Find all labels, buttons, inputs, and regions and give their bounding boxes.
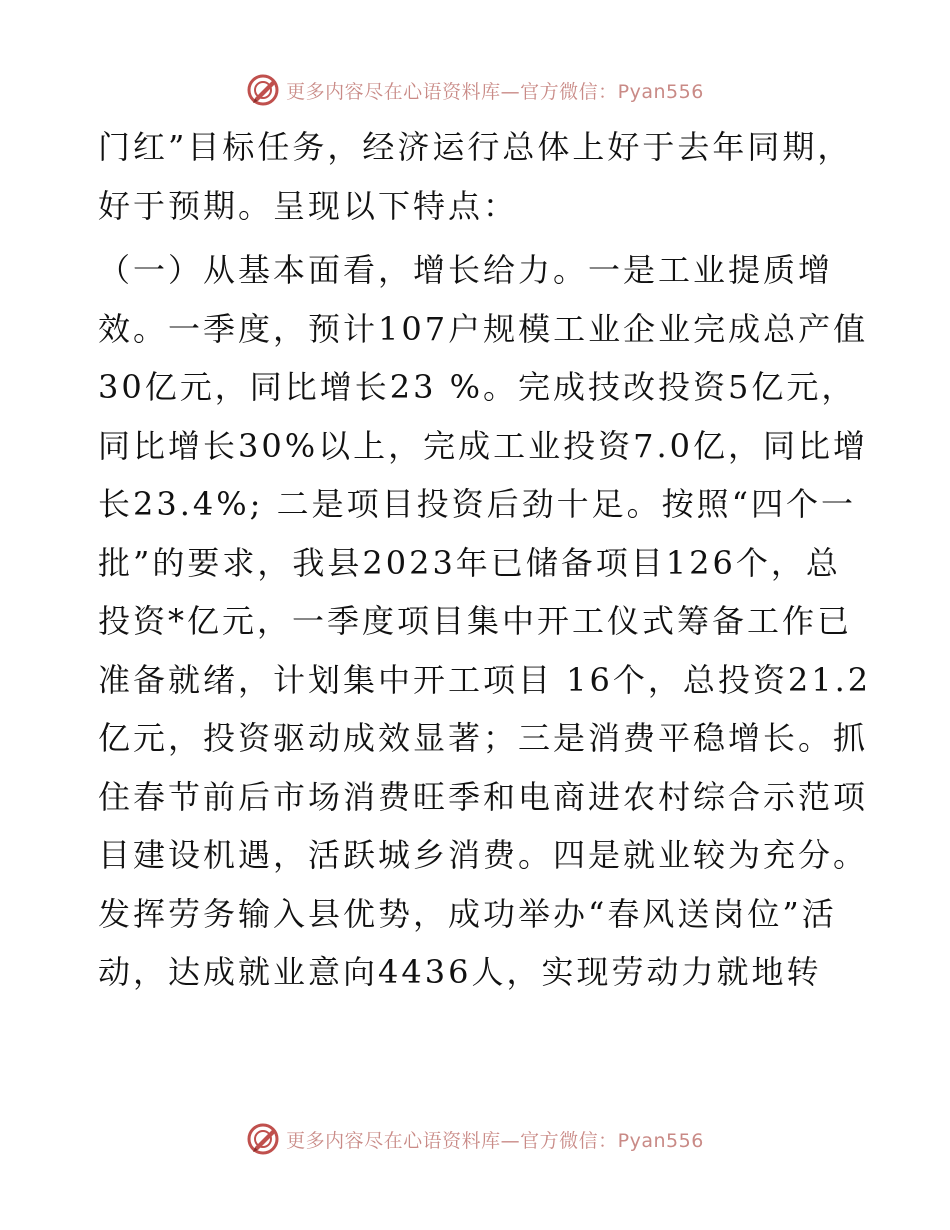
text-line: 亿元，投资驱动成效显著；三是消费平稳增长。抓 bbox=[98, 719, 869, 757]
pen-logo-icon bbox=[246, 73, 280, 107]
watermark-text: 更多内容尽在心语资料库—官方微信：Pyan556 bbox=[286, 80, 704, 103]
text-line: 好于预期。呈现以下特点： bbox=[98, 186, 519, 225]
paragraph-1 bbox=[98, 118, 858, 235]
text-line: 同比增长30%以上，完成工业投资7.0亿，同比增 bbox=[98, 426, 869, 465]
header-watermark bbox=[0, 72, 950, 108]
text-line: 目建设机遇，活跃城乡消费。四是就业较为充分。 bbox=[98, 836, 869, 874]
footer-watermark bbox=[0, 1121, 950, 1157]
text-line: 批”的要求，我县2023年已储备项目126个，总 bbox=[98, 543, 841, 582]
watermark-text: 更多内容尽在心语资料库—官方微信：Pyan556 bbox=[286, 1129, 704, 1152]
text-line: 发挥劳务输入县优势，成功举办“春风送岗位”活 bbox=[98, 894, 837, 933]
text-line: 效。一季度，预计107户规模工业企业完成总产值 bbox=[98, 309, 869, 348]
text-line: 30亿元，同比增长23 %。完成技改投资5亿元， bbox=[98, 368, 857, 406]
paragraph-2 bbox=[98, 241, 872, 1002]
text-line: 投资*亿元，一季度项目集中开工仪式筹备工作已 bbox=[98, 602, 853, 640]
pen-logo-icon bbox=[246, 1122, 280, 1156]
text-line: （一）从基本面看，增长给力。一是工业提质增 bbox=[98, 251, 834, 289]
text-line: 门红”目标任务，经济运行总体上好于去年同期， bbox=[98, 128, 853, 166]
text-line: 长23.4%; 二是项目投资后劲十足。按照“四个一 bbox=[98, 485, 856, 523]
text-line: 住春节前后市场消费旺季和电商进农村综合示范项 bbox=[98, 777, 869, 816]
text-line: 动，达成就业意向4436人，实现劳动力就地转 bbox=[98, 953, 822, 991]
document-body bbox=[98, 118, 872, 1002]
text-line: 准备就绪，计划集中开工项目 16个，总投资21.2 bbox=[98, 660, 872, 699]
